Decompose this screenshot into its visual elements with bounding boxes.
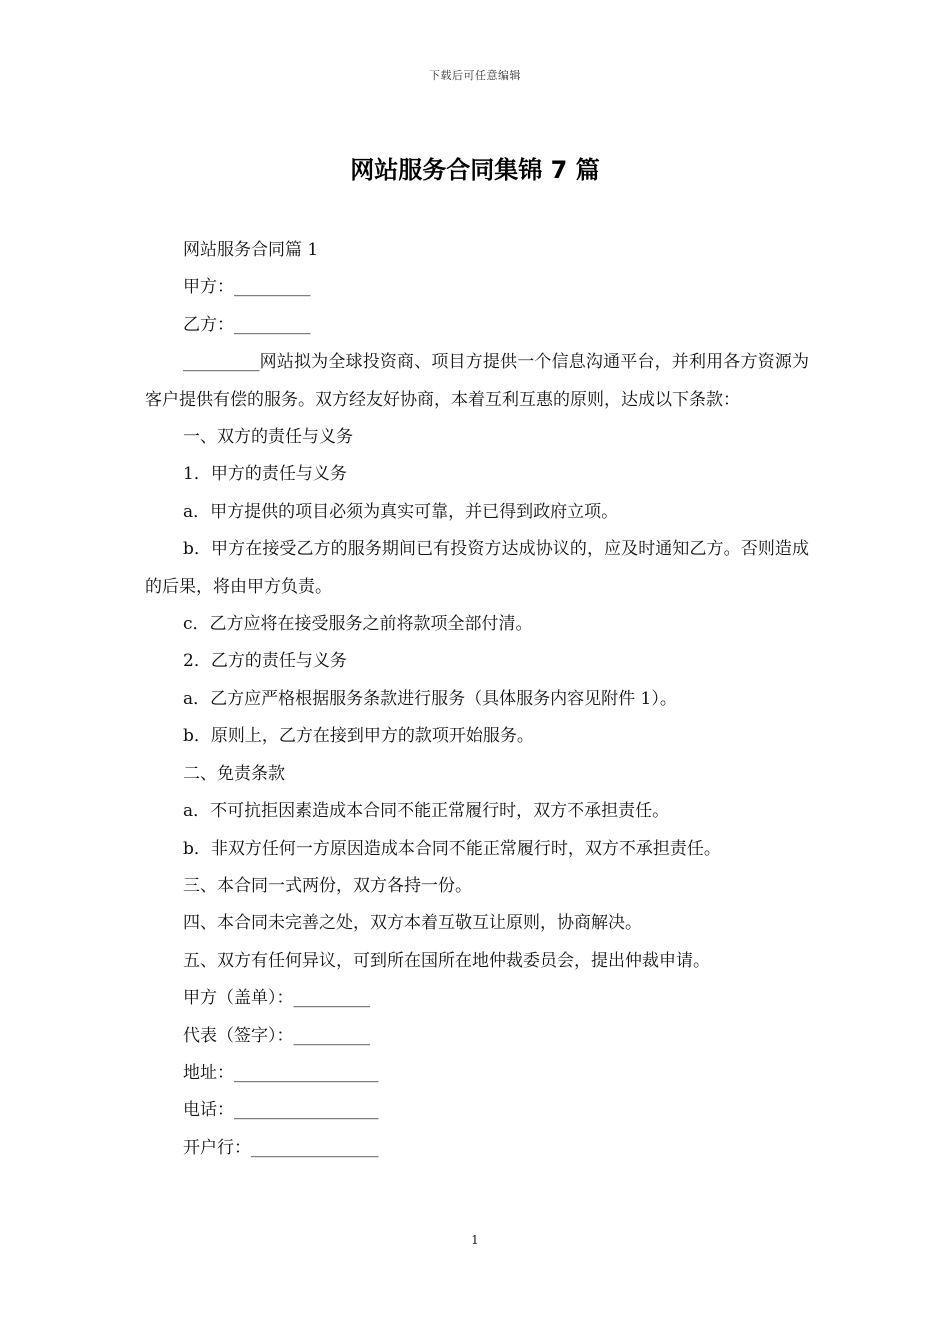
page-number: 1: [471, 1233, 479, 1247]
clause-item: a．不可抗拒因素造成本合同不能正常履行时，双方不承担责任。: [183, 801, 670, 822]
section-heading: 网站服务合同篇 1: [183, 240, 319, 260]
clause-item: a．甲方提供的项目必须为真实可靠，并已得到政府立项。: [183, 501, 619, 522]
clause-heading: 四、本合同未完善之处，双方本着互敬互让原则，协商解决。: [183, 913, 642, 934]
document-body: [145, 232, 809, 1167]
party-a-line: 甲方：_________: [183, 277, 311, 298]
clause-heading: 五、双方有任何异议，可到所在国所在地仲裁委员会，提出仲裁申请。: [183, 950, 710, 971]
clause-item: b．甲方在接受乙方的服务期间已有投资方达成协议的，应及时通知乙方。否则造成的后果，将由甲方负责。: [145, 539, 809, 597]
signature-field: 甲方（盖单）：_________: [183, 988, 370, 1009]
phone-field: 电话：_________________: [183, 1100, 379, 1121]
clause-item: c．乙方应将在接受服务之前将款项全部付清。: [183, 614, 533, 635]
clause-item: b．原则上，乙方在接到甲方的款项开始服务。: [183, 726, 534, 747]
address-field: 地址：_________________: [183, 1062, 379, 1083]
page-header-note: 下载后可任意编辑: [429, 69, 521, 82]
clause-heading: 二、免责条款: [183, 763, 285, 784]
intro-paragraph: _________网站拟为全球投资商、项目方提供一个信息沟通平台，并利用各方资源为客户提供有偿的服务。双方经友好协商，本着互利互惠的原则，达成以下条款：: [145, 352, 809, 410]
party-b-line: 乙方：_________: [183, 314, 311, 335]
clause-heading: 三、本合同一式两份，双方各持一份。: [183, 875, 472, 896]
clause-heading: 一、双方的责任与义务: [183, 427, 353, 448]
signature-field: 代表（签字）：_________: [183, 1025, 370, 1046]
subclause-heading: 1．甲方的责任与义务: [183, 464, 347, 485]
document-title: 网站服务合同集锦 7 篇: [350, 156, 600, 184]
clause-item: a．乙方应严格根据服务条款进行服务（具体服务内容见附件 1）。: [183, 688, 677, 709]
subclause-heading: 2．乙方的责任与义务: [183, 651, 347, 672]
clause-item: b．非双方任何一方原因造成本合同不能正常履行时，双方不承担责任。: [183, 838, 721, 859]
bank-field: 开户行：_______________: [183, 1137, 379, 1158]
